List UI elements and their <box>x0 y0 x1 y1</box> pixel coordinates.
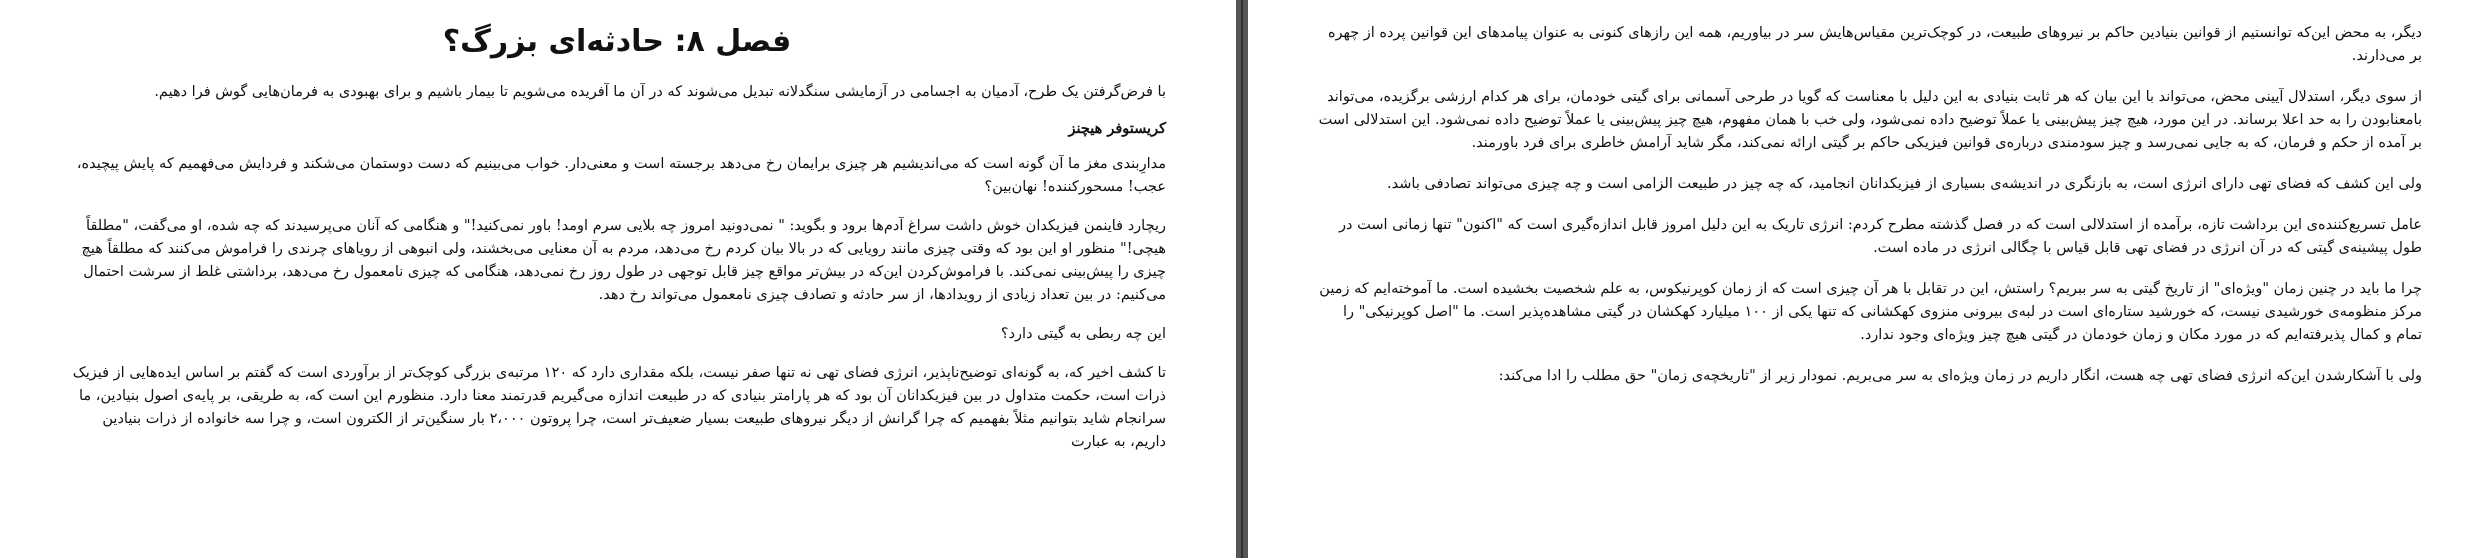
paragraph: دیگر، به محض این‌که توانستیم از قوانین بنیادین حاکم بر نیروهای طبیعت، در کوچک‌ترین مقیاس‌هایش سر در بیاوریم، همه این رازهای کنونی به عنوان پیامدهای این قوانین پرده از چهره بر می‌دارند. <box>1327 25 2422 64</box>
right-page <box>1248 0 2482 558</box>
paragraph: از سوی دیگر، استدلال آیینی محض، می‌تواند با این بیان که هر ثابت بنیادی به این دلیل با معناست که گویا در طرحی آسمانی برای گیتی خودمان، برای هر کدام ارزشی برگزیده، می‌تواند بامعنابودن را به حد اعلا برساند. در این مورد، هیچ چیز پیش‌بینی یا عملاً توضیح داده نمی‌شود، ولی خب با همان مفهوم، هیچ چیز پیش‌بینی یا عملاً توضیح داده نمی‌شود. این استدلالی است بر آمده از حکم و فرمان، که به جایی نمی‌رسد و چیز سودمندی درباره‌ی قوانین فیزیکی حاکم بر گیتی ارائه نمی‌کند، مگر شاید آرامش خاطری برای فرد باورمند. <box>1318 89 2422 151</box>
paragraph: این چه ربطی به گیتی دارد؟ <box>1000 326 1166 342</box>
paragraph: ولی با آشکارشدن این‌که انرژی فضای تهی چه هست، انگار داریم در زمان ویژه‌ای به سر می‌بریم. نمودار زیر از "تاریخچه‌ی زمان" حق مطلب را ادا می‌کند: <box>1498 368 2422 384</box>
paragraph: ریچارد فاینمن فیزیکدان خوش داشت سراغ آدم‌ها برود و بگوید: " نمی‌دونید امروز چه بلایی سرم اومد! باور نمی‌کنید!" و هنگامی که آنان می‌پرسیدند که چه شده، او می‌گفت، "مطلقاً هیچی!" منظور او این بود که وقتی چیزی مانند رویایی که در بالا بیان کردم رخ می‌دهد، مردم به آن معنایی می‌بخشند، ولی انبوهی از رویاهای چرندی را فراموش می‌کنند که مطلقاً هیچ چیزی را پیش‌بینی نمی‌کند. با فراموش‌کردن این‌که در بیش‌تر مواقع چیز قابل توجهی در طول روز رخ نمی‌دهد، هنگامی که چیزی نامعمول رخ می‌دهد، برداشتی غلط از سرشت احتمال می‌کنیم: در بین تعداد زیادی از رویدادها، از سر حادثه و تصادف چیزی نامعمول می‌تواند رخ دهد. <box>81 218 1166 303</box>
epigraph: با فرض‌گرفتن یک طرح، آدمیان به اجسامی در آزمایشی سنگدلانه تبدیل می‌شوند که در آن ما آفریده می‌شویم تا بیمار باشیم و برای بهبودی به فرمان‌هایی گوش فرا دهیم. <box>154 84 1166 100</box>
paragraph: عامل تسریع‌کننده‌ی این برداشت تازه، برآمده از استدلالی است که در فصل گذشته مطرح کردم: انرژی تاریک به این دلیل امروز قابل اندازه‌گیری است که "اکنون" تنها زمانی است در طول پیشینه‌ی گیتی که در آن انرژی در فضای تهی قابل قیاس با چگالی انرژی در ماده است. <box>1339 217 2422 256</box>
page-gutter <box>1236 0 1248 558</box>
paragraph: مدارِبندی مغز ما آن گونه است که می‌اندیشیم هر چیزی برایمان رخ می‌دهد برجسته است و معنی‌دار. خواب می‌بینیم که دست دوستمان می‌شکند و فردایش می‌فهمیم که پایش پیچیده، عجب! مسحورکننده! نهان‌بین؟ <box>76 156 1166 195</box>
paragraph: چرا ما باید در چنین زمان "ویژه‌ای" از تاریخ گیتی به سر ببریم؟ راستش، این در تقابل با هر آن چیزی است که از زمان کوپرنیکوس، به علم شخصیت بخشیده است. ما آموخته‌ایم که زمین مرکز منظومه‌ی خورشیدی نیست، که خورشید ستاره‌ای است در لبه‌ی بیرونی منزوی کهکشانی که تنها یکی از ۱۰۰ میلیارد کهکشان در گیتی مشاهده‌پذیر است. ما "اصل کوپرنیکی" را تمام و کمال پذیرفته‌ایم که در مورد مکان و زمان خودمان در گیتی هیچ چیز ویژه‌ای وجود ندارد. <box>1319 281 2422 343</box>
paragraph: تا کشف اخیر که، به گونه‌ای توضیح‌ناپذیر، انرژی فضای تهی نه تنها صفر نیست، بلکه مقداری دارد که ۱۲۰ مرتبه‌ی بزرگی کوچک‌تر از برآوردی است که گفتم بر اساس ایده‌هایی از فیزیک ذرات است، حکمت متداول در بین فیزیکدانان آن بود که هر پارامتر بنیادی که در طبیعت اندازه می‌گیریم قدرتمند معنا دارد. منظورم این است که، به طریقی، بر پایه‌ی اصول بنیادین، ما سرانجام شاید بتوانیم مثلاً بفهمیم که چرا گرانش از دیگر نیروهای طبیعت بسیار ضعیف‌تر است، چرا پروتون ۲،۰۰۰ بار سنگین‌تر از الکترون است، و چرا سه خانواده از ذرات بنیادین داریم، به عبارت <box>72 365 1166 450</box>
epigraph-author: کریستوفر هیچنز <box>1068 120 1166 137</box>
paragraph: ولی این کشف که فضای تهی دارای انرژی است، به بازنگری در اندیشه‌ی بسیاری از فیزیکدانان انجامید، که چه چیز در طبیعت الزامی است و چه چیزی می‌تواند تصادفی باشد. <box>1387 176 2422 192</box>
left-page <box>0 0 1236 558</box>
chapter-title: فصل ۸: حادثه‌ای بزرگ؟ <box>442 24 792 59</box>
